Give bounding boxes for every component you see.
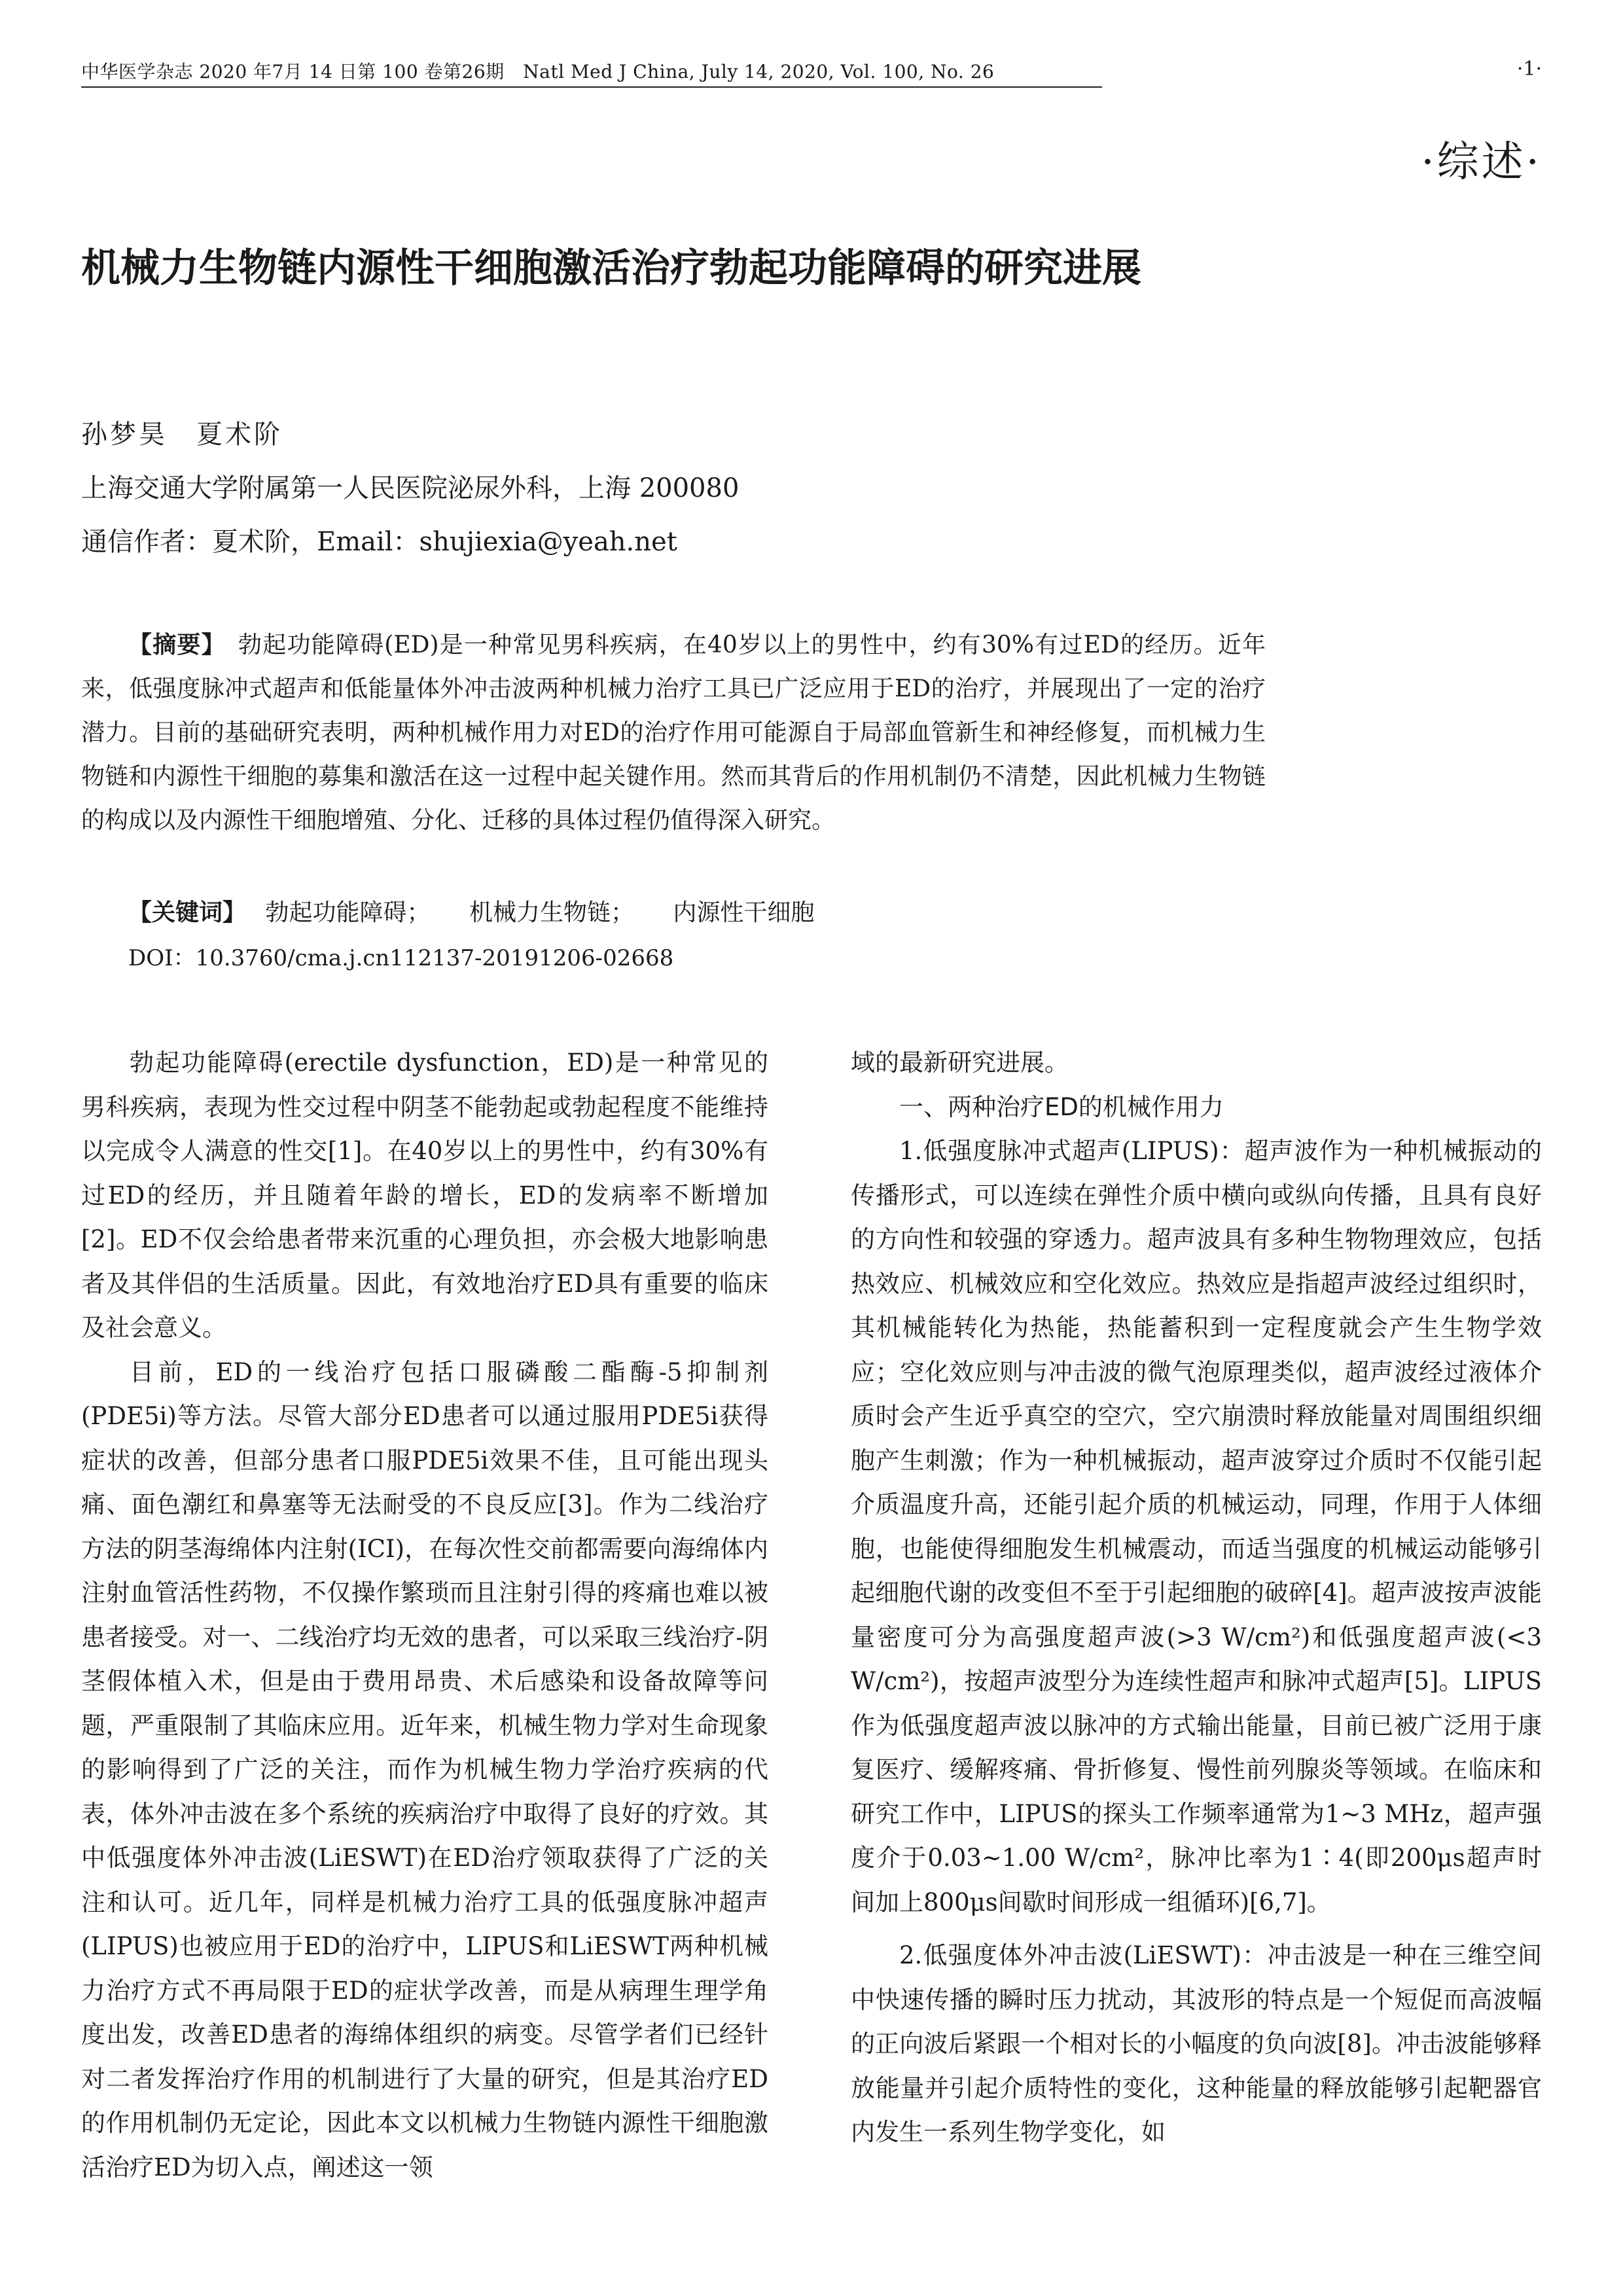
authors: 孙梦昊 夏术阶 xyxy=(81,420,283,450)
affiliation: 上海交通大学附属第一人民医院泌尿外科，上海 200080 xyxy=(81,473,740,503)
running-head: 中华医学杂志 2020 年7月 14 日第 100 卷第26期 Natl Med J China, July 14, 2020, Vol. 100, No. 26 xyxy=(81,58,1102,88)
keyword: 勃起功能障碍； xyxy=(265,899,431,926)
keywords-label: 【关键词】 xyxy=(128,899,235,926)
correspondence: 通信作者：夏术阶，Email：shujiexia@yeah.net xyxy=(81,527,677,557)
abstract-label: 【摘要】 xyxy=(128,632,214,658)
section-label: ·综述· xyxy=(1421,138,1542,187)
abstract-text: 勃起功能障碍(ED)是一种常见男科疾病，在40岁以上的男性中，约有30%有过ED的经历。近年来，低强度脉冲式超声和低能量体外冲击波两种机械力治疗工具已广泛应用于ED的治疗，并展现出了一定的治疗潜力。目前的基础研究表明，两种机械作用力对ED的治疗作用可能源自于局部血管新生和神经修复，而机械力生物链和内源性干细胞的募集和激活在这一过程中起关键作用。然而其背后的作用机制仍不清楚，因此机械力生物链的构成以及内源性干细胞增殖、分化、迁移的具体过程仍值得深入研究。 xyxy=(81,632,1266,834)
page-number: ·1· xyxy=(1516,58,1542,81)
body-paragraph: 目前，ED的一线治疗包括口服磷酸二酯酶-5抑制剂(PDE5i)等方法。尽管大部分ED患者可以通过服用PDE5i获得症状的改善，但部分患者口服PDE5i效果不佳，且可能出现头痛、面色潮红和鼻塞等无法耐受的不良反应[3]。作为二线治疗方法的阴茎海绵体内注射(ICI)，在每次性交前都需要向海绵体内注射血管活性药物，不仅操作繁琐而且注射引得的疼痛也难以被患者接受。对一、二线治疗均无效的患者，可以采取三线治疗-阴茎假体植入术，但是由于费用昂贵、术后感染和设备故障等问题，严重限制了其临床应用。近年来，机械生物力学对生命现象的影响得到了广泛的关注，而作为机械生物力学治疗疾病的代表，体外冲击波在多个系统的疾病治疗中取得了良好的疗效。其中低强度体外冲击波(LiESWT)在ED治疗领取获得了广泛的关注和认可。近几年，同样是机械力治疗工具的低强度脉冲超声(LIPUS)也被应用于ED的治疗中，LIPUS和LiESWT两种机械力治疗方式不再局限于ED的症状学改善，而是从病理生理学角度出发，改善ED患者的海绵体组织的病变。尽管学者们已经针对二者发挥治疗作用的机制进行了大量的研究，但是其治疗ED的作用机制仍无定论，因此本文以机械力生物链内源性干细胞激活治疗ED为切入点，阐述这一领 xyxy=(81,1357,768,2181)
body-paragraph: 1.低强度脉冲式超声(LIPUS)：超声波作为一种机械振动的传播形式，可以连续在弹性介质中横向或纵向传播，且具有良好的方向性和较强的穿透力。超声波具有多种生物物理效应，包括热效应、机械效应和空化效应。热效应是指超声波经过组织时，其机械能转化为热能，热能蓄积到一定程度就会产生生物学效应；空化效应则与冲击波的微气泡原理类似，超声波经过液体介质时会产生近乎真空的空穴，空穴崩溃时释放能量对周围组织细胞产生刺激；作为一种机械振动，超声波穿过介质时不仅能引起介质温度升高，还能引起介质的机械运动，同理，作用于人体细胞，也能使得细胞发生机械震动，而适当强度的机械运动能够引起细胞代谢的改变但不至于引起细胞的破碎[4]。超声波按声波能量密度可分为高强度超声波(>3 W/cm²)和低强度超声波(<3 W/cm²)，按超声波型分为连续性超声和脉冲式超声[5]。LIPUS作为低强度超声波以脉冲的方式输出能量，目前已被广泛用于康复医疗、缓解疼痛、骨折修复、慢性前列腺炎等领域。在临床和研究工作中，LIPUS的探头工作频率通常为1~3 MHz，超声强度介于0.03~1.00 W/cm²，脉冲比率为1∶4(即200μs超声时间加上800μs间歇时间形成一组循环)[6,7]。 xyxy=(851,1137,1542,1916)
abstract xyxy=(81,623,1266,842)
section-heading: 一、两种治疗ED的机械作用力 xyxy=(899,1092,1224,1121)
keywords xyxy=(128,894,846,927)
article-title: 机械力生物链内源性干细胞激活治疗勃起功能障碍的研究进展 xyxy=(81,245,1141,291)
keyword: 内源性干细胞 xyxy=(673,899,815,926)
body-paragraph: 2.低强度体外冲击波(LiESWT)：冲击波是一种在三维空间中快速传播的瞬时压力扰动，其波形的特点是一个短促而高波幅的正向波后紧跟一个相对长的小幅度的负向波[8]。冲击波能够释放能量并引起介质特性的变化，这种能量的释放能够引起靶器官内发生一系列生物学变化，如 xyxy=(851,1941,1542,2146)
body-paragraph: 勃起功能障碍(erectile dysfunction，ED)是一种常见的男科疾病，表现为性交过程中阴茎不能勃起或勃起程度不能维持以完成令人满意的性交[1]。在40岁以上的男性中，约有30%有过ED的经历，并且随着年龄的增长，ED的发病率不断增加[2]。ED不仅会给患者带来沉重的心理负担，亦会极大地影响患者及其伴侣的生活质量。因此，有效地治疗ED具有重要的临床及社会意义。 xyxy=(81,1049,768,1342)
keyword: 机械力生物链； xyxy=(469,899,634,926)
body-left-column xyxy=(81,1041,768,2189)
body-paragraph: 域的最新研究进展。 xyxy=(851,1049,1069,1077)
body-right-column xyxy=(851,1041,1542,2155)
doi: DOI：10.3760/cma.j.cn112137-20191206-02668 xyxy=(128,945,674,971)
